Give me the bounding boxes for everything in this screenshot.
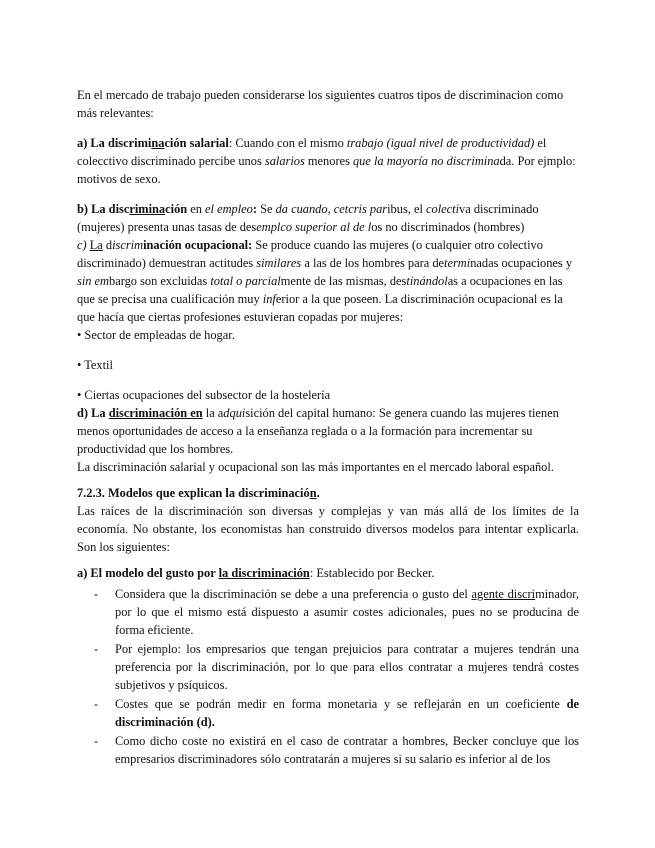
human-capital-label: d) La discriminación en: [77, 406, 203, 420]
bullet-item: • Textil: [77, 358, 113, 372]
salary-discrimination-label: a) La discriminación salarial: [77, 136, 229, 150]
salary-discrimination-paragraph: a) La discriminación salarial: Cuando con el mismo trabajo (igual nivel de productividad) el colecctivo discriminado percibe unos salarios menores que la mayoría no discriminada. Por ejmplo: motivos de sexo.: [77, 136, 576, 186]
human-capital-discrimination-paragraph: d) La discriminación en la adquisición del capital humano: Se genera cuando las mujeres tienen menos oportunidades de acceso a la enseñanza reglada o a la formación para incrementar su productividad que los hombres.: [77, 406, 559, 456]
taste-model-paragraph: a) El modelo del gusto por la discriminación: Establecido por Becker.: [77, 566, 435, 580]
occupational-discrimination-paragraph: c) La discriminación ocupacional: Se produce cuando las mujeres (o cualquier otro colectivo discriminado) demuestran actitudes similares a las de los hombres para determinadas ocupaciones y sin embargo son excluidas total o parcialmente de las mismas, destinándolas a ocupaciones en las que se precisa una cualificación muy inferior a la que poseen. La discriminación ocupacional es la que hacía que ciertas profesiones estuvieran copadas por mujeres:: [77, 238, 573, 324]
section-heading-7-2-3: 7.2.3. Modelos que explican la discriminación.: [77, 486, 320, 500]
list-item: - Como dicho coste no existirá en el caso de contratar a hombres, Becker concluye que los empresarios discriminadores sólo contratarán a mujeres si su salario es inferior al de los: [94, 734, 579, 766]
list-item: - Costes que se podrán medir en forma monetaria y se reflejarán en un coeficiente de discriminación (d).: [94, 697, 579, 729]
list-item: - Considera que la discriminación se debe a una preferencia o gusto del agente discriminador, por lo que el mismo está dispuesto a asumir costes adicionales, pues no se producina de forma eficiente.: [94, 587, 579, 637]
models-intro-paragraph: Las raíces de la discriminación son diversas y complejas y van más allá de los límites de la economía. No obstante, los economistas han construido diversos modelos para intentar explicarla. Son los siguientes:: [77, 504, 579, 554]
list-item: - Por ejemplo: los empresarios que tengan prejuicios para contratar a mujeres tendrán una preferencia por la discriminación, por lo que para ellos contratar a mujeres tendrá costes subjetivos y psíquicos.: [94, 642, 579, 692]
bullet-item: • Ciertas ocupaciones del subsector de la hostelería: [77, 388, 331, 402]
employment-discrimination-paragraph: b) La discriminación en el empleo: Se da cuando, cetcris paribus, el colectiva discriminado (mujeres) presenta unas tasas de desemplco superior al de los no discriminados (hombres): [77, 202, 539, 234]
summary-paragraph: La discriminación salarial y ocupacional son las más importantes en el mercado laboral español.: [77, 460, 554, 474]
taste-model-list: [77, 585, 579, 768]
bullet-item: • Sector de empleadas de hogar.: [77, 328, 235, 342]
taste-model-label: a) El modelo del gusto por la discriminación: [77, 566, 310, 580]
document-page: [77, 86, 579, 769]
employment-discrimination-label: b) La discriminación: [77, 202, 188, 216]
intro-paragraph: En el mercado de trabajo pueden considerarse los siguientes cuatros tipos de discriminacion como más relevantes:: [77, 88, 564, 120]
